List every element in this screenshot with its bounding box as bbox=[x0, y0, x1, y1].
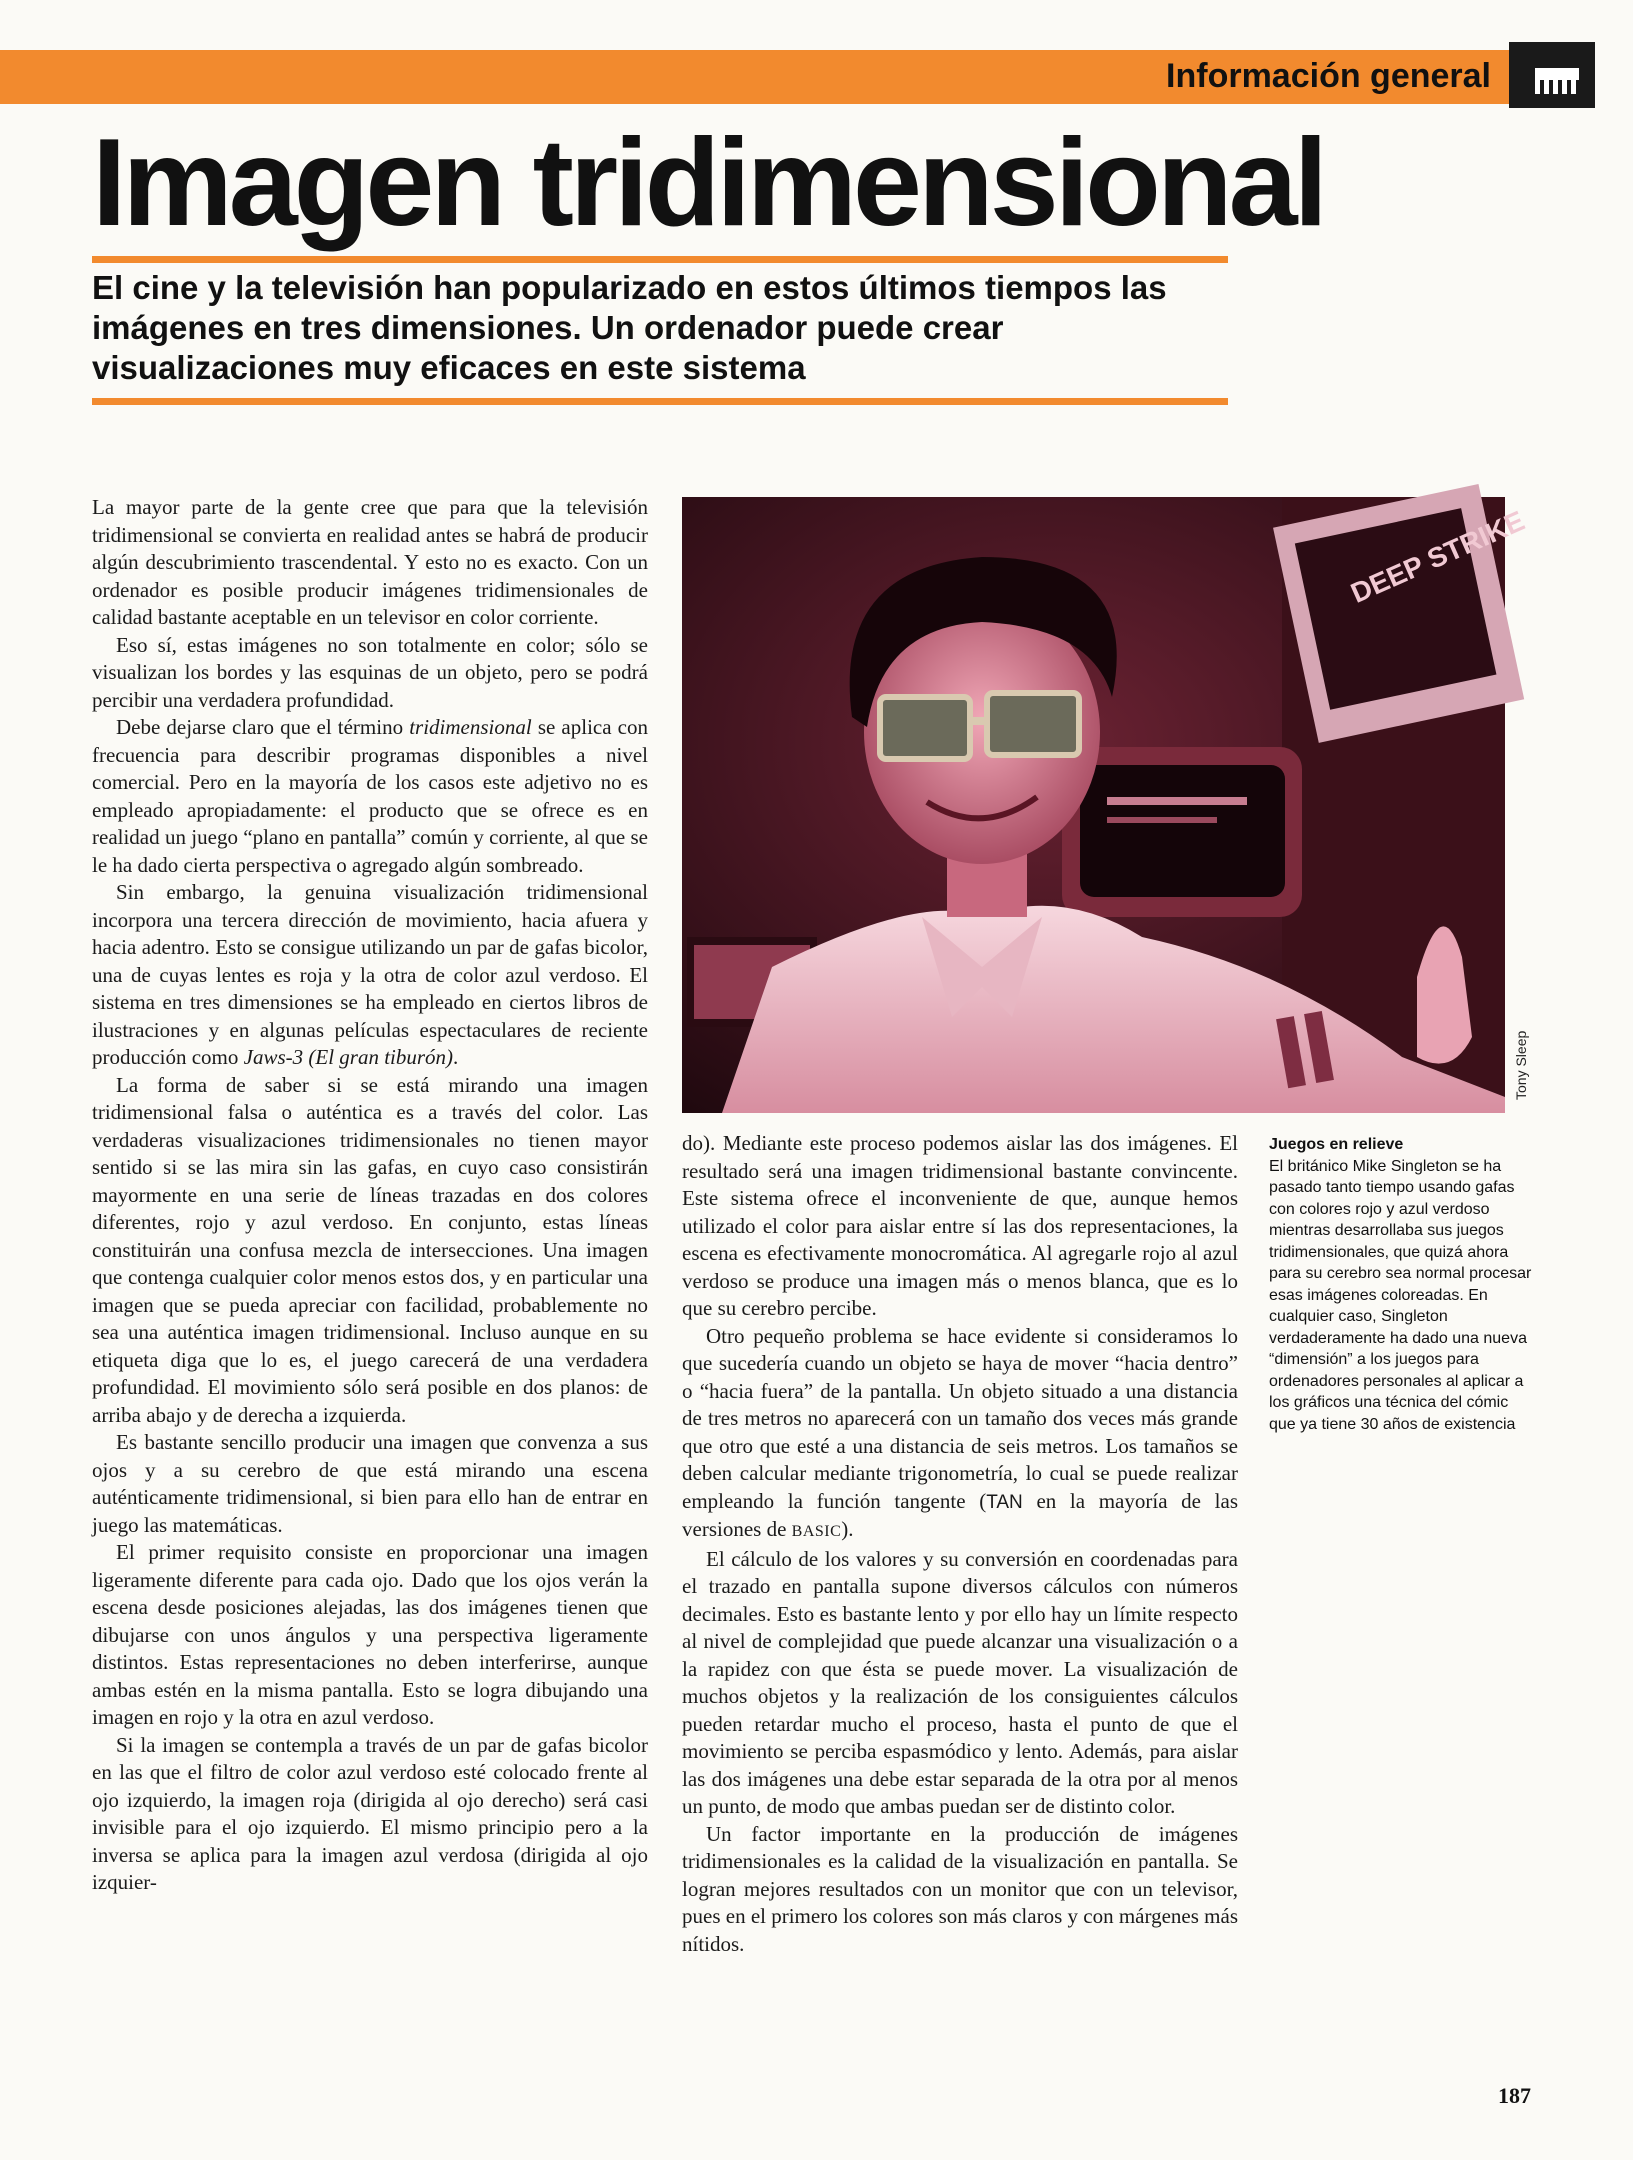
paragraph: La forma de saber si se está mirando una imagen tridimensional falsa o auténtica es a través del color. Las verdaderas visualizaciones tridimensionales no tienen mayor sentido si se las mira sin las gafas, en cuyo caso consistirán mayormente en una serie de líneas trazadas en dos colores diferentes, rojo y azul verdoso. En conjunto, estas líneas constituirán una confusa mezcla de intersecciones. Una imagen que contenga cualquier color menos estos dos, y en particular una imagen que se pueda apreciar con facilidad, probablemente no sea una auténtica imagen tridimensional. Incluso aunque en su etiqueta diga que lo es, el juego carecerá de una verdadera profundidad. El movimiento sólo será posible en dos planos: de arriba abajo y de derecha a izquierda. bbox=[92, 1072, 648, 1427]
subtitle-rule bbox=[92, 398, 1228, 405]
paragraph: Si la imagen se contempla a través de un par de gafas bicolor en las que el filtro de color azul verdoso esté colocado frente al ojo izquierdo, la imagen roja (dirigida al ojo derecho) será casi invisible para el ojo izquierdo. El mismo principio pero a la inversa se aplica para la imagen azul verdosa (dirigida al ojo izquier- bbox=[92, 1732, 648, 1894]
small-caps-term: BASIC bbox=[791, 1523, 842, 1540]
paragraph: Otro pequeño problema se hace evidente si consideramos lo que sucedería cuando un objeto se haya de mover “hacia dentro” o “hacia fuera” de la pantalla. Un objeto situado a una distancia de tres metros no aparecerá con un tamaño dos veces más grande que otro que esté a una distancia de seis metros. Los tamaños se deben calcular mediante trigonometría, lo cual se puede realizar empleando la función tangente (TAN en la mayoría de las versiones de BASIC). bbox=[682, 1323, 1238, 1541]
article-column-1 bbox=[92, 494, 648, 1897]
title-rule bbox=[92, 256, 1228, 263]
caption-title: Juegos en relieve bbox=[1269, 1136, 1404, 1153]
emphasis: tridimensional bbox=[409, 715, 532, 739]
code-keyword: TAN bbox=[986, 1491, 1023, 1513]
page-number: 187 bbox=[1498, 2083, 1531, 2108]
paragraph: El primer requisito consiste en proporcionar una imagen ligeramente diferente para cada ojo. Dado que los ojos verán la escena desde posiciones alejadas, las dos imágenes tienen que dibujarse con unos ángulos y una perspectiva ligeramente distintos. Estas representaciones no deben interferirse, aunque ambas estén en la misma pantalla. Esto se logra dibujando una imagen en rojo y la otra en azul verdoso. bbox=[92, 1540, 648, 1729]
keyboard-icon bbox=[1509, 42, 1595, 108]
paragraph: Sin embargo, la genuina visualización tridimensional incorpora una tercera dirección de movimiento, hacia afuera y hacia adentro. Esto se consigue utilizando un par de gafas bicolor, una de cuyas lentes es roja y la otra de color azul verdoso. El sistema en tres dimensiones se ha empleado en ciertos libros de ilustraciones y en algunas películas espectaculares de reciente producción como Jaws-3 (El gran tiburón). bbox=[92, 880, 648, 1069]
emphasis: Jaws-3 (El gran tiburón) bbox=[243, 1045, 454, 1069]
paragraph: Debe dejarse claro que el término tridimensional se aplica con frecuencia para describir programas disponibles a nivel comercial. Pero en la mayoría de los casos este adjetivo no es empleado apropiadamente: el producto que se ofrece es en realidad un juego “plano en pantalla” común y corriente, al que se le ha dado cierta perspectiva o agregado algún sombreado. bbox=[92, 715, 648, 877]
paragraph: Eso sí, estas imágenes no son totalmente en color; sólo se visualizan los bordes y las esquinas de un objeto, pero se podrá percibir una verdadera profundidad. bbox=[92, 632, 648, 712]
photo-caption bbox=[1269, 1134, 1535, 1435]
subtitle: El cine y la televisión han popularizado en estos últimos tiempos las imágenes en tres dimensiones. Un ordenador puede crear visualizaciones muy eficaces en este sistema bbox=[92, 269, 1167, 386]
page-title: Imagen tridimensional bbox=[92, 114, 1325, 252]
photo-credit: Tony Sleep bbox=[1513, 1030, 1529, 1100]
paragraph: La mayor parte de la gente cree que para que la televisión tridimensional se convierta en realidad antes se habrá de producir algún descubrimiento trascendental. Y esto no es exacto. Con un ordenador es posible producir imágenes tridimensionales de calidad bastante aceptable en un televisor en color corriente. bbox=[92, 495, 648, 629]
article-column-2 bbox=[682, 1130, 1238, 1958]
paragraph: Un factor importante en la producción de imágenes tridimensionales es la calidad de la visualización en pantalla. Se logran mejores resultados con un monitor que con un televisor, pues en el primero los colores son más claros y con márgenes más nítidos. bbox=[682, 1821, 1238, 1956]
paragraph: Es bastante sencillo producir una imagen que convenza a sus ojos y a su cerebro de que está mirando una escena auténticamente tridimensional, si bien para ello han de entrar en juego las matemáticas. bbox=[92, 1430, 648, 1537]
caption-text: El británico Mike Singleton se ha pasado tanto tiempo usando gafas con colores rojo y azul verdoso mientras desarrollaba sus juegos tridimensionales, que quizá ahora para su cerebro sea normal procesar esas imágenes coloreadas. En cualquier caso, Singleton verdaderamente ha dado una nueva “dimensión” a los juegos para ordenadores personales al aplicar a los gráficos una técnica del cómic que ya tiene 30 años de existencia bbox=[1269, 1157, 1532, 1433]
paragraph: El cálculo de los valores y su conversión en coordenadas para el trazado en pantalla supone diversos cálculos con números decimales. Esto es bastante lento y por ello hay un límite respecto al nivel de complejidad que puede alcanzar una visualización o a la rapidez con que ésta se puede mover. La visualización de muchos objetos y la realización de los consiguientes cálculos pueden retardar mucho el proceso, hasta el punto de que el movimiento se perciba espasmódico y lento. Además, para aislar las dos imágenes una debe estar separada de la otra por al menos un punto, de modo que ambas puedan ser de distinto color. bbox=[682, 1546, 1238, 1818]
paragraph: do). Mediante este proceso podemos aislar las dos imágenes. El resultado será una imagen tridimensional bastante convincente. Este sistema ofrece el inconveniente de que, aunque hemos utilizado el color para aislar entre sí las dos representaciones, la escena es efectivamente monocromática. Al agregarle rojo al azul verdoso se produce una imagen más o menos blanca, que es lo que su cerebro percibe. bbox=[682, 1131, 1238, 1320]
section-label: Información general bbox=[1166, 57, 1491, 95]
poster-text: DEEP STRIKE bbox=[1346, 504, 1529, 609]
